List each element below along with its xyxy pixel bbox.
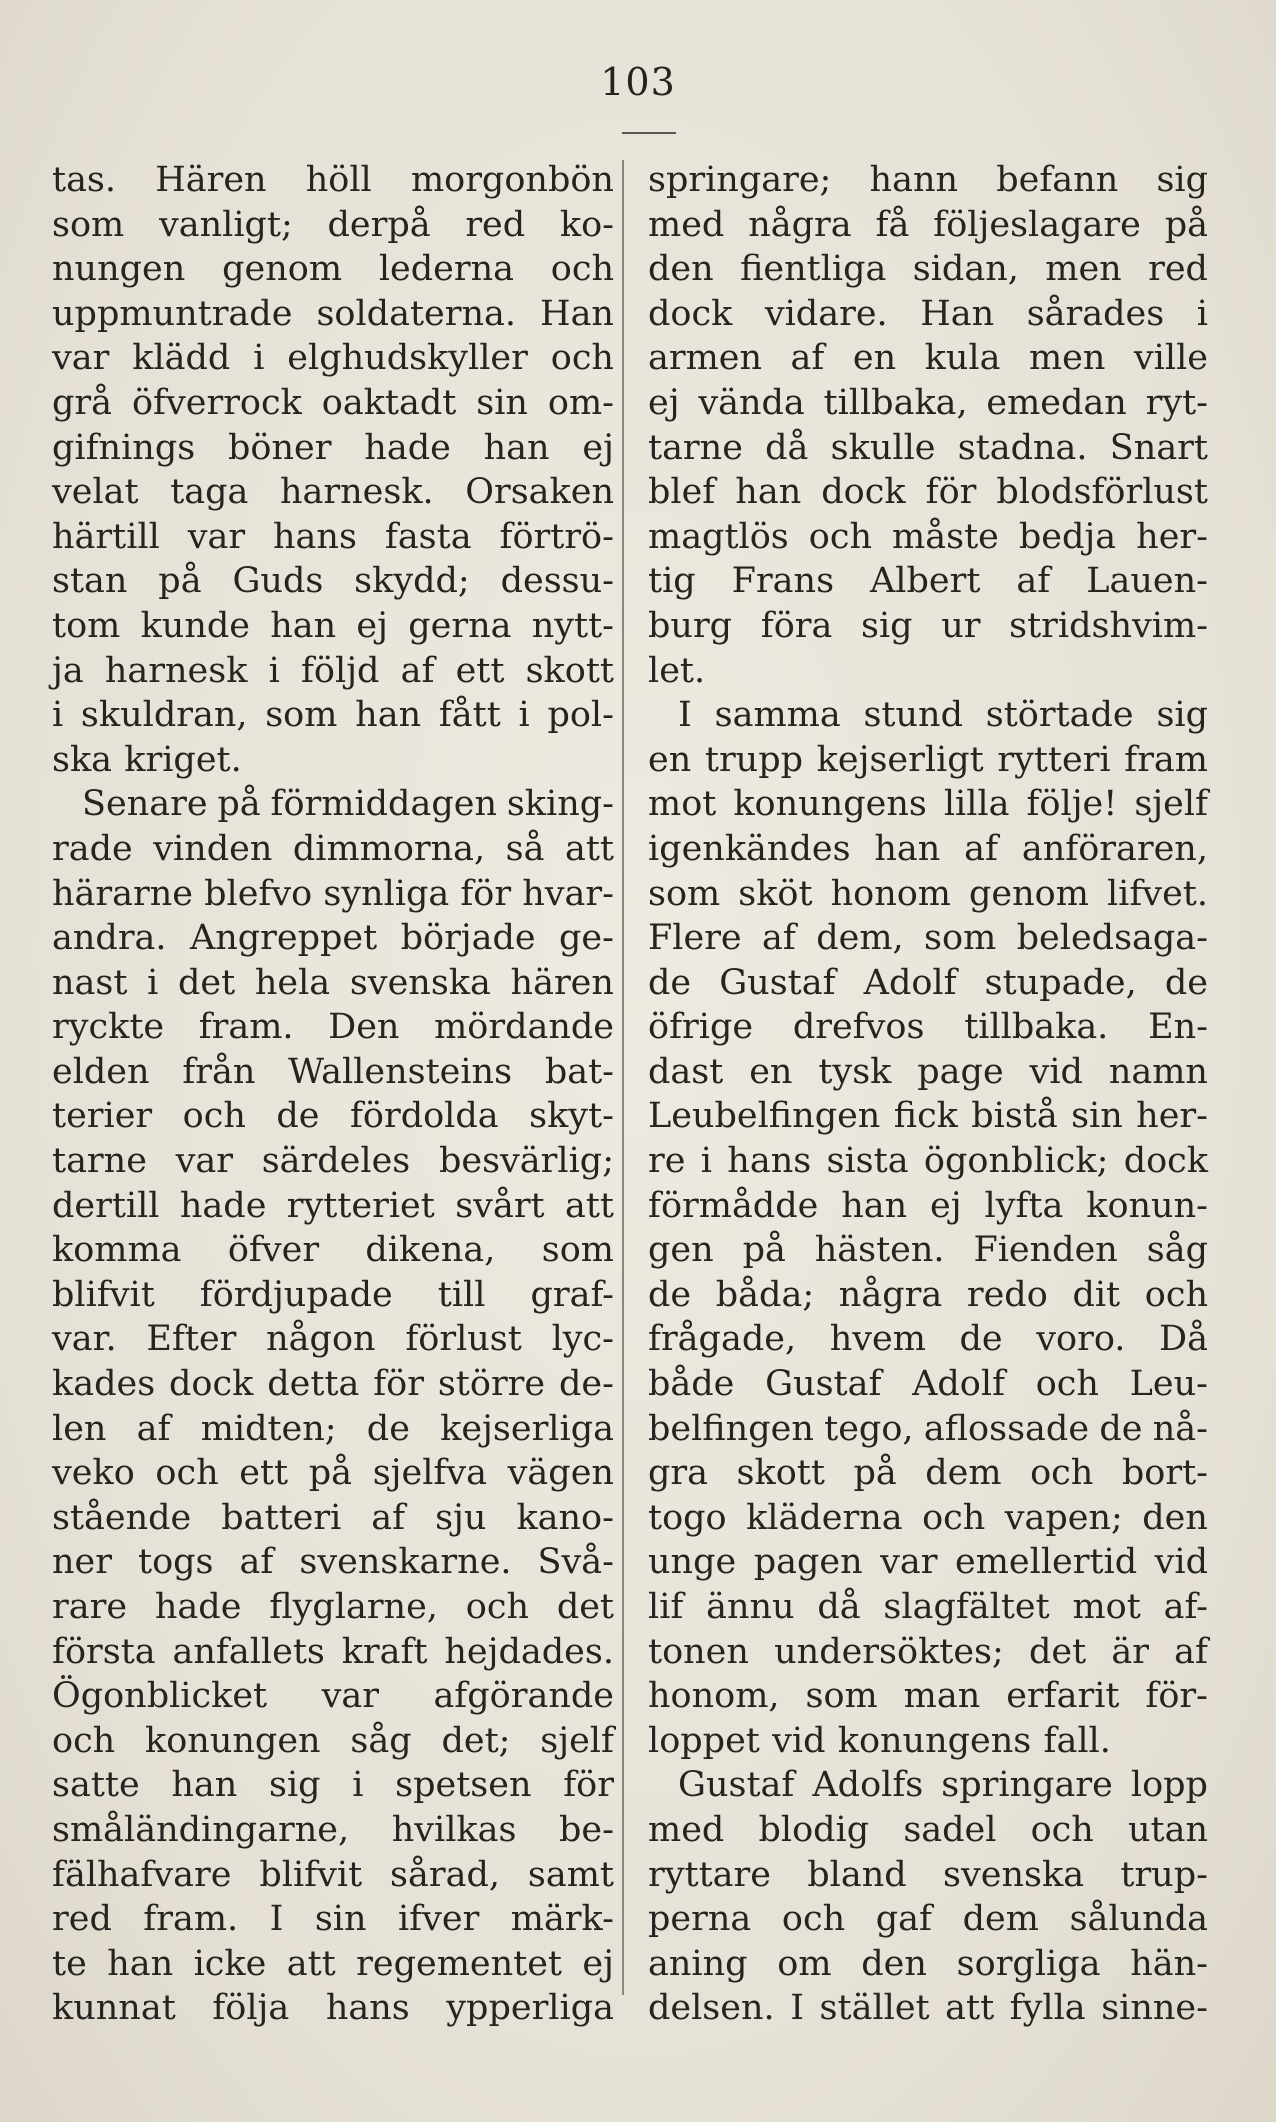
text-line: unge pagen var emellertid vid — [648, 1542, 1208, 1583]
text-line: gen på hästen. Fienden såg — [648, 1230, 1208, 1271]
text-line: med blodig sadel och utan — [648, 1809, 1208, 1850]
text-line: en trupp kejserligt rytteri fram — [648, 739, 1208, 780]
text-line: elden från Wallensteins bat- — [52, 1051, 614, 1092]
text-line: gifnings böner hade han ej — [52, 427, 614, 468]
text-line: som sköt honom genom lifvet. — [648, 873, 1208, 914]
text-line: kades dock detta för större de- — [52, 1364, 614, 1405]
text-line: uppmuntrade soldaterna. Han — [52, 293, 614, 334]
text-line: tonen undersöktes; det är af — [648, 1631, 1208, 1672]
text-line: ryttare bland svenska trup- — [648, 1854, 1208, 1895]
text-line: var. Efter någon förlust lyc- — [52, 1319, 614, 1360]
text-line: kunnat följa hans ypperliga — [52, 1988, 614, 2029]
text-line: i skuldran, som han fått i pol- — [52, 695, 614, 736]
text-line: de båda; några redo dit och — [648, 1274, 1208, 1315]
text-line: len af midten; de kejserliga — [52, 1408, 614, 1449]
text-line: velat taga harnesk. Orsaken — [52, 472, 614, 513]
header-rule — [622, 132, 676, 134]
text-line: nungen genom lederna och — [52, 249, 614, 290]
text-line: ner togs af svenskarne. Svå- — [52, 1542, 614, 1583]
text-line: honom, som man erfarit för- — [648, 1676, 1208, 1717]
text-line: tarne var särdeles besvärlig; — [52, 1141, 614, 1182]
text-line: härtill var hans fasta förtrö- — [52, 516, 614, 557]
text-line: Senare på förmiddagen sking- — [82, 784, 614, 825]
text-line: komma öfver dikena, som — [52, 1230, 614, 1271]
text-line: andra. Angreppet började ge- — [52, 918, 614, 959]
text-line: springare; hann befann sig — [648, 160, 1208, 200]
text-line: Leubelfingen fick bistå sin her- — [648, 1096, 1208, 1137]
page-number: 103 — [600, 60, 676, 104]
text-line: förmådde han ej lyfta konun- — [648, 1185, 1208, 1226]
text-line: I samma stund störtade sig — [678, 695, 1208, 736]
text-line: öfrige drefvos tillbaka. En- — [648, 1007, 1208, 1048]
column-divider — [622, 160, 624, 1995]
right-column — [648, 158, 1208, 2031]
text-line: den fientliga sidan, men red — [648, 249, 1208, 290]
text-line: stående batteri af sju kano- — [52, 1497, 614, 1538]
text-line: belfingen tego, aflossade de nå- — [648, 1408, 1208, 1449]
text-line: stan på Guds skydd; dessu- — [52, 561, 614, 602]
text-line: som vanligt; derpå red ko- — [52, 204, 614, 245]
text-line: dertill hade rytteriet svårt att — [52, 1185, 614, 1226]
text-line: ryckte fram. Den mördande — [52, 1007, 614, 1048]
text-line: ja harnesk i följd af ett skott — [52, 650, 614, 691]
text-line: burg föra sig ur stridshvim- — [648, 605, 1208, 646]
text-line: småländingarne, hvilkas be- — [52, 1809, 614, 1850]
text-line: delsen. I stället att fylla sinne- — [648, 1988, 1208, 2029]
text-line: nast i det hela svenska hären — [52, 962, 614, 1003]
text-line: veko och ett på sjelfva vägen — [52, 1453, 614, 1494]
text-line: re i hans sista ögonblick; dock — [648, 1141, 1208, 1182]
text-line: fälhafvare blifvit sårad, samt — [52, 1854, 614, 1895]
text-line: dast en tysk page vid namn — [648, 1051, 1208, 1092]
text-line: aning om den sorgliga hän- — [648, 1943, 1208, 1984]
left-column — [52, 158, 614, 2031]
text-line: de Gustaf Adolf stupade, de — [648, 962, 1208, 1003]
text-line: terier och de fördolda skyt- — [52, 1096, 614, 1137]
text-line: Flere af dem, som beledsaga- — [648, 918, 1208, 959]
text-line: lif ännu då slagfältet mot af- — [648, 1587, 1208, 1627]
text-line: mot konungens lilla följe! sjelf — [648, 784, 1208, 825]
text-line: tig Frans Albert af Lauen- — [648, 561, 1208, 602]
text-line: Ögonblicket var afgörande — [52, 1676, 614, 1717]
text-line: satte han sig i spetsen för — [52, 1765, 614, 1806]
text-line: ska kriget. — [52, 739, 242, 780]
text-line: igenkändes han af anföraren, — [648, 828, 1208, 869]
text-line: grå öfverrock oaktadt sin om- — [52, 382, 614, 423]
text-line: dock vidare. Han sårades i — [648, 293, 1208, 334]
text-line: härarne blefvo synliga för hvar- — [52, 873, 614, 914]
text-line: loppet vid konungens fall. — [648, 1720, 1111, 1761]
text-line: tas. Hären höll morgonbön — [52, 160, 614, 200]
text-line: te han icke att regementet ej — [52, 1943, 614, 1984]
text-line: gra skott på dem och bort- — [648, 1453, 1208, 1494]
text-line: rade vinden dimmorna, så att — [52, 828, 614, 869]
text-line: med några få följeslagare på — [648, 204, 1208, 245]
text-line: perna och gaf dem sålunda — [648, 1899, 1208, 1940]
text-line: let. — [648, 650, 706, 691]
text-line: var klädd i elghudskyller och — [52, 338, 614, 379]
text-line: blef han dock för blodsförlust — [648, 472, 1208, 513]
text-line: både Gustaf Adolf och Leu- — [648, 1364, 1208, 1405]
text-line: tom kunde han ej gerna nytt- — [52, 605, 614, 646]
text-line: togo kläderna och vapen; den — [648, 1497, 1208, 1538]
text-line: armen af en kula men ville — [648, 338, 1208, 379]
text-line: ej vända tillbaka, emedan ryt- — [648, 382, 1208, 423]
text-line: Gustaf Adolfs springare lopp — [678, 1765, 1208, 1806]
text-line: tarne då skulle stadna. Snart — [648, 427, 1208, 468]
text-line: red fram. I sin ifver märk- — [52, 1899, 614, 1940]
text-line: första anfallets kraft hejdades. — [52, 1631, 614, 1672]
text-line: och konungen såg det; sjelf — [52, 1720, 614, 1761]
text-line: blifvit fördjupade till graf- — [52, 1274, 614, 1315]
text-line: frågade, hvem de voro. Då — [648, 1319, 1208, 1360]
text-line: magtlös och måste bedja her- — [648, 516, 1208, 557]
text-line: rare hade flyglarne, och det — [52, 1587, 614, 1627]
